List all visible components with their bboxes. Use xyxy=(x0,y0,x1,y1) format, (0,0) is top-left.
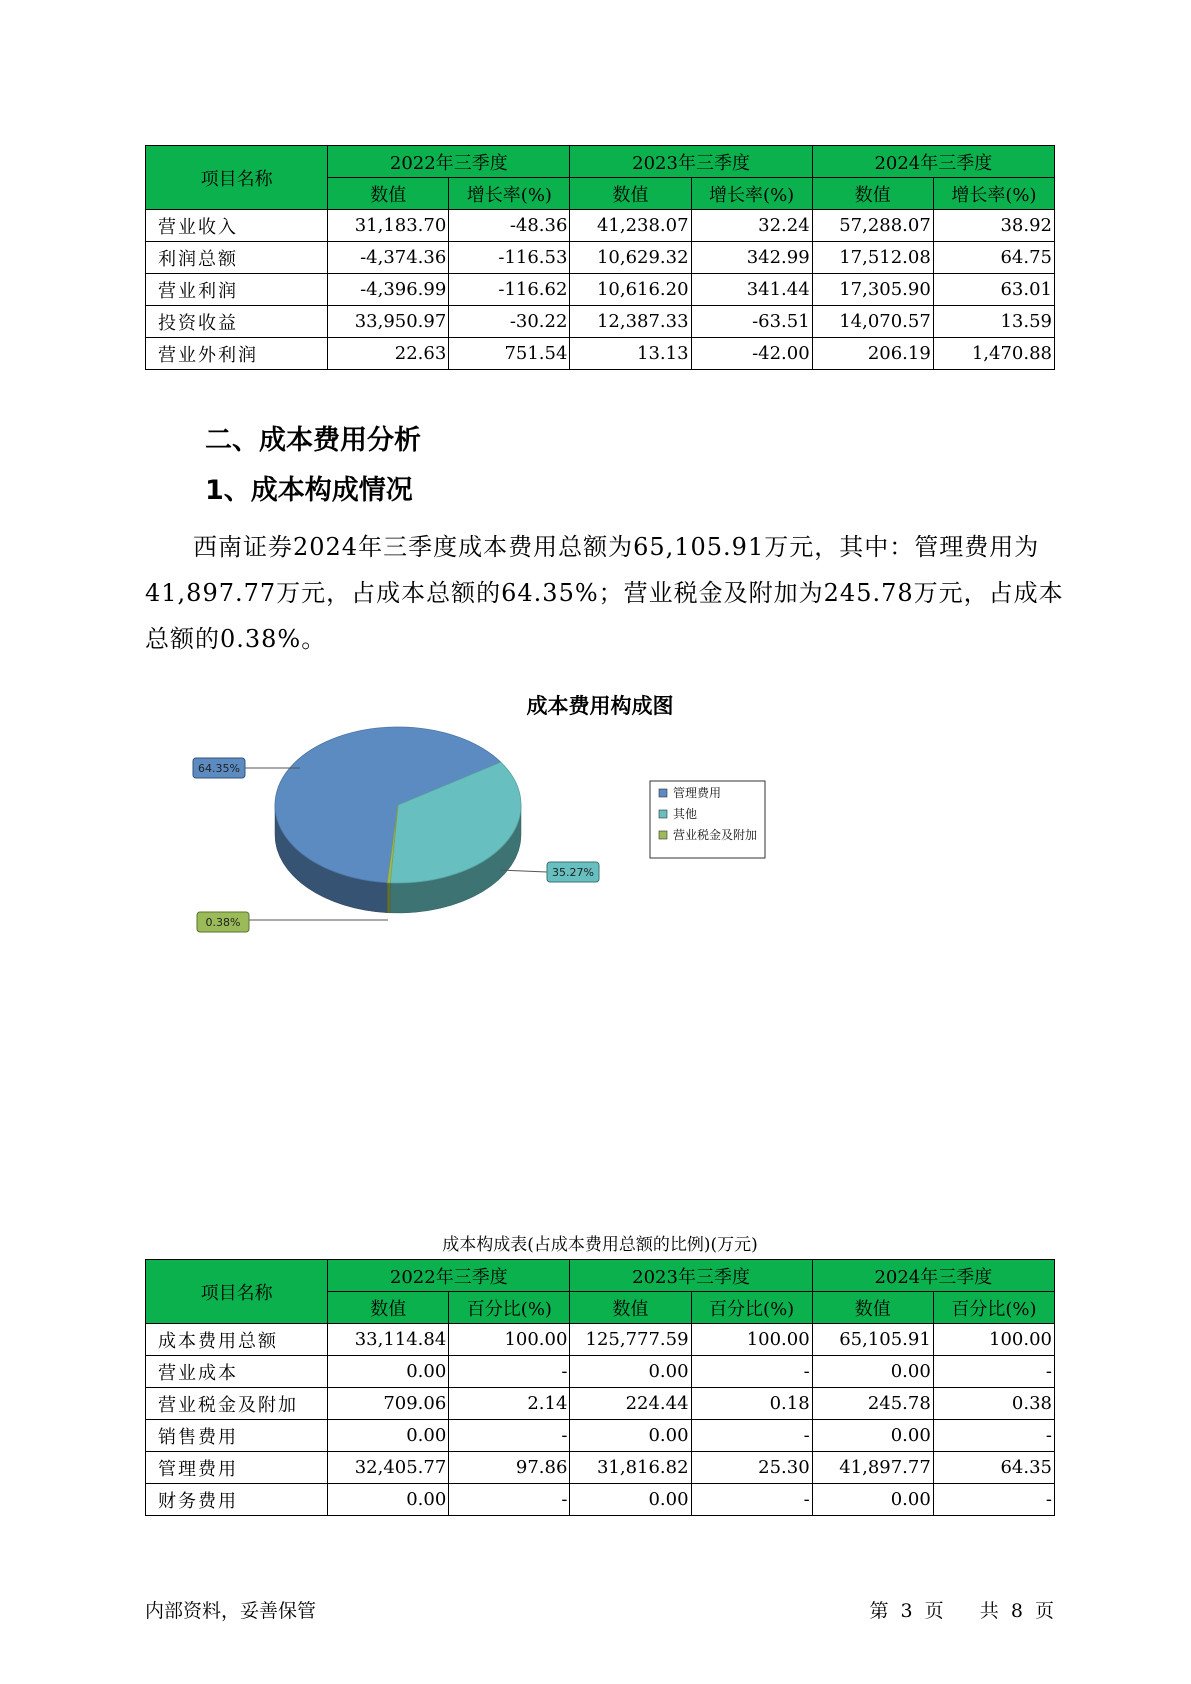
row-label: 营业外利润 xyxy=(146,338,328,370)
header-value: 数值 xyxy=(812,178,933,210)
table-cell: 341.44 xyxy=(691,274,812,306)
table-cell: - xyxy=(691,1356,812,1388)
footer-page-number xyxy=(869,1596,1054,1623)
cost-table xyxy=(145,1259,1055,1516)
header-growth: 增长率(%) xyxy=(449,178,570,210)
header-period: 2023年三季度 xyxy=(570,1260,812,1292)
table-cell: 2.14 xyxy=(449,1388,570,1420)
table-cell: 63.01 xyxy=(933,274,1054,306)
table-cell: -116.53 xyxy=(449,242,570,274)
legend-label: 其他 xyxy=(673,807,698,821)
table-cell: 33,950.97 xyxy=(328,306,449,338)
table-cell: 64.35 xyxy=(933,1452,1054,1484)
row-label: 投资收益 xyxy=(146,306,328,338)
page-prefix: 第 xyxy=(869,1600,889,1622)
section-heading: 二、成本费用分析 xyxy=(205,425,421,456)
table-row xyxy=(146,1452,1055,1484)
table-cell: 125,777.59 xyxy=(570,1324,691,1356)
table-cell: 17,512.08 xyxy=(812,242,933,274)
header-percent: 百分比(%) xyxy=(449,1292,570,1324)
table-cell: 206.19 xyxy=(812,338,933,370)
row-label: 营业税金及附加 xyxy=(146,1388,328,1420)
table-cell: 0.00 xyxy=(812,1420,933,1452)
header-item-name: 项目名称 xyxy=(146,146,328,210)
table-cell: 0.18 xyxy=(691,1388,812,1420)
table-cell: 17,305.90 xyxy=(812,274,933,306)
table-row xyxy=(146,242,1055,274)
header-value: 数值 xyxy=(328,1292,449,1324)
legend-label: 营业税金及附加 xyxy=(673,828,758,842)
table-row xyxy=(146,306,1055,338)
table-cell: 64.75 xyxy=(933,242,1054,274)
table-cell: 0.00 xyxy=(812,1356,933,1388)
subsection-heading: 1、成本构成情况 xyxy=(205,475,413,506)
table-cell: -30.22 xyxy=(449,306,570,338)
header-period: 2022年三季度 xyxy=(328,146,570,178)
page-mid: 页 xyxy=(924,1600,944,1622)
legend-swatch xyxy=(659,831,667,839)
body-paragraph: 西南证券2024年三季度成本费用总额为65,105.91万元，其中：管理费用为41,897.77万元，占成本总额的64.35%；营业税金及附加为245.78万元，占成本总额的0.38%。 xyxy=(145,533,1064,653)
table-cell: 41,238.07 xyxy=(570,210,691,242)
table-row xyxy=(146,1388,1055,1420)
row-label: 利润总额 xyxy=(146,242,328,274)
legend-swatch xyxy=(659,810,667,818)
header-value: 数值 xyxy=(570,1292,691,1324)
header-growth: 增长率(%) xyxy=(691,178,812,210)
table-row xyxy=(146,274,1055,306)
table-cell: 97.86 xyxy=(449,1452,570,1484)
table-cell: -42.00 xyxy=(691,338,812,370)
table-cell: 100.00 xyxy=(691,1324,812,1356)
row-label: 营业成本 xyxy=(146,1356,328,1388)
total-prefix: 共 xyxy=(979,1600,999,1622)
table-cell: - xyxy=(449,1356,570,1388)
table-cell: 10,616.20 xyxy=(570,274,691,306)
page-number: 3 xyxy=(900,1600,913,1622)
table-cell: -116.62 xyxy=(449,274,570,306)
table-row xyxy=(146,1484,1055,1516)
table-cell: 13.59 xyxy=(933,306,1054,338)
table-cell: 31,816.82 xyxy=(570,1452,691,1484)
table-cell: 57,288.07 xyxy=(812,210,933,242)
header-period: 2022年三季度 xyxy=(328,1260,570,1292)
header-growth: 增长率(%) xyxy=(933,178,1054,210)
table-caption: 成本构成表(占成本费用总额的比例)(万元) xyxy=(442,1235,758,1255)
row-label: 营业利润 xyxy=(146,274,328,306)
table-cell: 1,470.88 xyxy=(933,338,1054,370)
table-cell: 0.00 xyxy=(570,1356,691,1388)
header-period: 2023年三季度 xyxy=(570,146,812,178)
chart-title: 成本费用构成图 xyxy=(526,694,674,718)
table-cell: 22.63 xyxy=(328,338,449,370)
header-percent: 百分比(%) xyxy=(933,1292,1054,1324)
table-cell: 31,183.70 xyxy=(328,210,449,242)
table-row xyxy=(146,1356,1055,1388)
cost-composition-chart xyxy=(145,690,1055,1020)
table-cell: 100.00 xyxy=(933,1324,1054,1356)
pie-slice-side xyxy=(387,883,390,913)
table-cell: - xyxy=(449,1420,570,1452)
table-row xyxy=(146,210,1055,242)
legend-swatch xyxy=(659,789,667,797)
data-label: 64.35% xyxy=(198,762,240,775)
table-cell: 0.38 xyxy=(933,1388,1054,1420)
table-cell: -63.51 xyxy=(691,306,812,338)
table-cell: - xyxy=(933,1356,1054,1388)
table-cell: 38.92 xyxy=(933,210,1054,242)
table-cell: -4,374.36 xyxy=(328,242,449,274)
table-cell: - xyxy=(449,1484,570,1516)
table-cell: 65,105.91 xyxy=(812,1324,933,1356)
row-label: 管理费用 xyxy=(146,1452,328,1484)
header-value: 数值 xyxy=(570,178,691,210)
table-cell: - xyxy=(933,1420,1054,1452)
table-cell: -4,396.99 xyxy=(328,274,449,306)
table-cell: 25.30 xyxy=(691,1452,812,1484)
row-label: 销售费用 xyxy=(146,1420,328,1452)
table-cell: 342.99 xyxy=(691,242,812,274)
header-value: 数值 xyxy=(812,1292,933,1324)
header-percent: 百分比(%) xyxy=(691,1292,812,1324)
row-label: 营业收入 xyxy=(146,210,328,242)
table-cell: - xyxy=(691,1420,812,1452)
table-cell: 32.24 xyxy=(691,210,812,242)
row-label: 成本费用总额 xyxy=(146,1324,328,1356)
table-cell: 245.78 xyxy=(812,1388,933,1420)
profit-table xyxy=(145,145,1055,370)
table-cell: 0.00 xyxy=(812,1484,933,1516)
table-cell: 0.00 xyxy=(570,1420,691,1452)
table-cell: 709.06 xyxy=(328,1388,449,1420)
table-cell: 12,387.33 xyxy=(570,306,691,338)
table-cell: 0.00 xyxy=(570,1484,691,1516)
table-cell: 0.00 xyxy=(328,1420,449,1452)
table-cell: 10,629.32 xyxy=(570,242,691,274)
table-cell: 224.44 xyxy=(570,1388,691,1420)
pie-chart-svg xyxy=(145,690,1055,1020)
table-cell: 32,405.77 xyxy=(328,1452,449,1484)
table-cell: 14,070.57 xyxy=(812,306,933,338)
table-cell: -48.36 xyxy=(449,210,570,242)
data-label: 0.38% xyxy=(205,916,241,929)
table-cell: 33,114.84 xyxy=(328,1324,449,1356)
total-suffix: 页 xyxy=(1034,1600,1054,1622)
data-label: 35.27% xyxy=(552,866,594,879)
table-cell: 0.00 xyxy=(328,1356,449,1388)
table-cell: 751.54 xyxy=(449,338,570,370)
table-cell: 13.13 xyxy=(570,338,691,370)
table-row xyxy=(146,338,1055,370)
header-period: 2024年三季度 xyxy=(812,146,1054,178)
table-cell: 0.00 xyxy=(328,1484,449,1516)
footer-confidential: 内部资料，妥善保管 xyxy=(145,1600,317,1622)
header-value: 数值 xyxy=(328,178,449,210)
table-cell: - xyxy=(691,1484,812,1516)
total-pages: 8 xyxy=(1010,1600,1023,1622)
row-label: 财务费用 xyxy=(146,1484,328,1516)
table-cell: - xyxy=(933,1484,1054,1516)
table-row xyxy=(146,1324,1055,1356)
header-item-name: 项目名称 xyxy=(146,1260,328,1324)
table-cell: 41,897.77 xyxy=(812,1452,933,1484)
legend-label: 管理费用 xyxy=(673,786,722,800)
header-period: 2024年三季度 xyxy=(812,1260,1054,1292)
table-row xyxy=(146,1420,1055,1452)
table-cell: 100.00 xyxy=(449,1324,570,1356)
